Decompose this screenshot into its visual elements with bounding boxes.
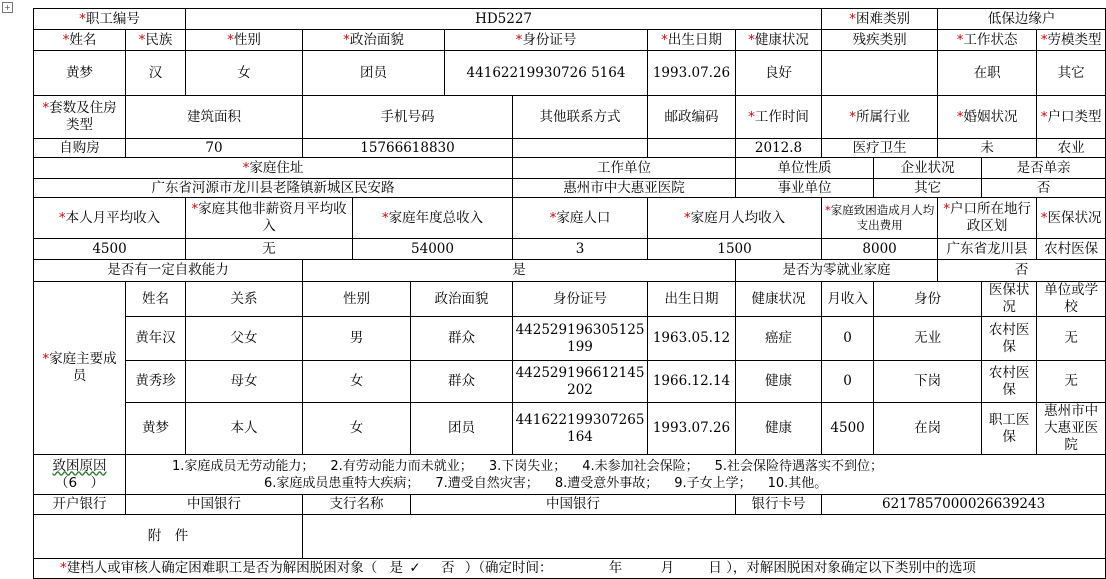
card-value[interactable]: 6217857000026639243 [822, 495, 1106, 515]
avg-income-label: *本人月平均收入 [34, 198, 186, 239]
reason-option: 1.家庭成员无劳动能力； [172, 458, 315, 474]
workplace-label: 工作单位 [513, 158, 736, 179]
annual-income-label: *家庭年度总收入 [353, 198, 513, 239]
birth-value[interactable]: 1993.07.26 [648, 51, 736, 96]
member-header-politics: 政治面貌 [411, 282, 513, 317]
member-income[interactable]: 0 [822, 317, 874, 361]
insurance-label: *医保状况 [1037, 198, 1106, 239]
zip-value[interactable] [648, 139, 736, 158]
per-capita-income-label: *家庭月人均收入 [648, 198, 822, 239]
reason-option: 4.未参加社会保险； [582, 458, 699, 474]
area-label: 建筑面积 [126, 96, 303, 139]
enterprise-value[interactable]: 其它 [874, 179, 982, 198]
table-row [34, 361, 1106, 403]
member-income[interactable]: 0 [822, 361, 874, 403]
birth-label: *出生日期 [648, 30, 736, 51]
disability-label: 残疾类别 [822, 30, 938, 51]
contact-value[interactable] [513, 139, 648, 158]
hukou-place-label: *户口所在地行政区划 [938, 198, 1037, 239]
unit-nature-value[interactable]: 事业单位 [736, 179, 874, 198]
marital-value[interactable]: 未 [938, 139, 1037, 158]
other-income-value[interactable]: 无 [186, 239, 353, 260]
member-header-insurance: 医保状况 [982, 282, 1037, 317]
workplace-value[interactable]: 惠州市中大惠亚医院 [513, 179, 736, 198]
household-size-value[interactable]: 3 [513, 239, 648, 260]
avg-income-value[interactable]: 4500 [34, 239, 186, 260]
member-header-health: 健康状况 [736, 282, 822, 317]
politics-label: *政治面貌 [303, 30, 445, 51]
relief-determination-row: *建档人或审核人确定困难职工是否为解困脱困对象（ 是 ✓ 否 ）（确定时间： 年 月 日 ），对解困脱困对象确定以下类别中的选项 [34, 559, 1106, 579]
hukou-place-value[interactable]: 广东省龙川县 [938, 239, 1037, 260]
member-health[interactable]: 健康 [736, 361, 822, 403]
member-id[interactable]: 442529196612145202 [513, 361, 648, 403]
member-workplace[interactable]: 无 [1037, 317, 1106, 361]
family-members-label: *家庭主要成员 [34, 282, 126, 455]
single-parent-label: 是否单亲 [982, 158, 1106, 179]
hardship-type-label: *困难类别 [822, 9, 938, 30]
member-header-gender: 性别 [303, 282, 411, 317]
housing-label: *套数及住房类型 [34, 96, 126, 139]
bank-label: 开户银行 [34, 495, 126, 515]
name-value[interactable]: 黄梦 [34, 51, 126, 96]
ethnic-value[interactable]: 汉 [126, 51, 186, 96]
member-relation[interactable]: 父女 [186, 317, 303, 361]
member-birth[interactable]: 1993.07.26 [648, 403, 736, 455]
bank-value[interactable]: 中国银行 [126, 495, 303, 515]
household-size-label: *家庭人口 [513, 198, 648, 239]
relief-no-option[interactable]: 否 [440, 560, 455, 576]
per-capita-income-value[interactable]: 1500 [648, 239, 822, 260]
form-table [33, 8, 1106, 579]
member-health[interactable]: 癌症 [736, 317, 822, 361]
id-number-label: *身份证号 [445, 30, 648, 51]
politics-value[interactable]: 团员 [303, 51, 445, 96]
hardship-type-value[interactable]: 低保边缘户 [938, 9, 1106, 30]
table-row [34, 403, 1106, 455]
member-insurance[interactable]: 职工医保 [982, 403, 1037, 455]
industry-value[interactable]: 医疗卫生 [822, 139, 938, 158]
member-gender[interactable]: 女 [303, 403, 411, 455]
unit-nature-label: 单位性质 [736, 158, 874, 179]
member-health[interactable]: 健康 [736, 403, 822, 455]
member-header-relation: 关系 [186, 282, 303, 317]
work-status-value[interactable]: 在职 [938, 51, 1037, 96]
single-parent-value[interactable]: 否 [982, 179, 1106, 198]
member-id[interactable]: 442529196305125199 [513, 317, 648, 361]
id-number-value[interactable]: 44162219930726 5164 [445, 51, 648, 96]
self-rescue-label: 是否有一定自救能力 [34, 260, 303, 282]
table-move-handle[interactable]: + [2, 2, 13, 13]
branch-value[interactable]: 中国银行 [411, 495, 736, 515]
member-header-income: 月收入 [822, 282, 874, 317]
card-label: 银行卡号 [736, 495, 822, 515]
zero-employment-label: 是否为零就业家庭 [736, 260, 938, 282]
member-header-status: 身份 [874, 282, 982, 317]
member-birth[interactable]: 1966.12.14 [648, 361, 736, 403]
attachment-label: 附 件 [34, 515, 303, 559]
reason-code[interactable]: （6 ） [54, 474, 105, 491]
member-politics[interactable]: 群众 [411, 361, 513, 403]
determination-time-label: ）（确定时间： [464, 560, 553, 576]
member-politics[interactable]: 团员 [411, 403, 513, 455]
gender-label: *性别 [186, 30, 303, 51]
address-label: *家庭住址 [34, 158, 513, 179]
hardship-expense-label: *家庭致困造成月人均支出费用 [822, 198, 938, 239]
attachment-area[interactable] [303, 515, 1106, 559]
member-header-birth: 出生日期 [648, 282, 736, 317]
member-relation[interactable]: 母女 [186, 361, 303, 403]
member-status[interactable]: 下岗 [874, 361, 982, 403]
member-name[interactable]: 黄梦 [126, 403, 186, 455]
industry-label: *所属行业 [822, 96, 938, 139]
area-value[interactable]: 70 [126, 139, 303, 158]
member-birth[interactable]: 1963.05.12 [648, 317, 736, 361]
member-header-name: 姓名 [126, 282, 186, 317]
annual-income-value[interactable]: 54000 [353, 239, 513, 260]
member-gender[interactable]: 男 [303, 317, 411, 361]
member-id[interactable]: 441622199307265164 [513, 403, 648, 455]
insurance-value[interactable]: 农村医保 [1037, 239, 1106, 260]
hardship-expense-value[interactable]: 8000 [822, 239, 938, 260]
member-gender[interactable]: 女 [303, 361, 411, 403]
model-type-label: *劳模类型 [1037, 30, 1106, 51]
year-label: 年 [608, 560, 623, 576]
relief-question: 建档人或审核人确定困难职工是否为解困脱困对象（ [66, 560, 378, 576]
housing-value[interactable]: 自购房 [34, 139, 126, 158]
reason-label-text: 致困原因 [52, 457, 107, 474]
member-name[interactable]: 黄年汉 [126, 317, 186, 361]
hukou-type-value[interactable]: 农业 [1037, 139, 1106, 158]
member-income[interactable]: 4500 [822, 403, 874, 455]
emp-id-label: *职工编号 [34, 9, 186, 30]
member-status[interactable]: 在岗 [874, 403, 982, 455]
worker-form [33, 8, 1102, 579]
other-income-label: *家庭其他非薪资月平均收入 [186, 198, 353, 239]
table-row [34, 317, 1106, 361]
hukou-type-label: *户口类型 [1037, 96, 1106, 139]
reason-option: 8.遭受意外事故； [554, 475, 659, 491]
work-status-label: *工作状态 [938, 30, 1037, 51]
member-status[interactable]: 无业 [874, 317, 982, 361]
reason-option: 5.社会保险待遇落实不到位； [714, 458, 884, 474]
member-header-workplace: 单位或学校 [1037, 282, 1106, 317]
enterprise-label: 企业状况 [874, 158, 982, 179]
member-insurance[interactable]: 农村医保 [982, 317, 1037, 361]
member-name[interactable]: 黄秀珍 [126, 361, 186, 403]
hardship-reason-label [34, 455, 126, 495]
reason-option: 7.遭受自然灾害； [435, 475, 539, 491]
branch-label: 支行名称 [303, 495, 411, 515]
model-type-value[interactable]: 其它 [1037, 51, 1106, 96]
member-workplace[interactable]: 无 [1037, 361, 1106, 403]
address-value[interactable]: 广东省河源市龙川县老隆镇新城区民安路 [34, 179, 513, 198]
checkmark-icon: ✓ [409, 560, 421, 576]
relief-yes-option[interactable]: 是 [389, 560, 404, 576]
health-label: *健康状况 [736, 30, 822, 51]
reason-option: 9.子女上学； [674, 475, 752, 491]
zero-employment-value[interactable]: 否 [938, 260, 1106, 282]
contact-label: 其他联系方式 [513, 96, 648, 139]
hardship-reason-options [126, 455, 1106, 495]
reason-option: 6.家庭成员患重特大疾病； [264, 475, 420, 491]
work-time-label: *工作时间 [736, 96, 822, 139]
ethnic-label: *民族 [126, 30, 186, 51]
month-label: 月 [660, 560, 675, 576]
gender-value[interactable]: 女 [186, 51, 303, 96]
marital-label: *婚姻状况 [938, 96, 1037, 139]
member-workplace[interactable]: 惠州市中大惠亚医院 [1037, 403, 1106, 455]
work-time-value[interactable]: 2012.8 [736, 139, 822, 158]
member-header-id: 身份证号 [513, 282, 648, 317]
phone-label: 手机号码 [303, 96, 513, 139]
member-politics[interactable]: 群众 [411, 317, 513, 361]
emp-id-value[interactable]: HD5227 [186, 9, 822, 30]
health-value[interactable]: 良好 [736, 51, 822, 96]
relief-category-note: ），对解困脱困对象确定以下类别中的选项 [726, 560, 976, 576]
reason-option: 10.其他。 [767, 475, 828, 491]
self-rescue-value[interactable]: 是 [303, 260, 736, 282]
disability-value[interactable] [822, 51, 938, 96]
day-label: 日 [708, 560, 722, 576]
reason-option: 2.有劳动能力而未就业； [330, 458, 473, 474]
member-insurance[interactable]: 农村医保 [982, 361, 1037, 403]
name-label: *姓名 [34, 30, 126, 51]
phone-value[interactable]: 15766618830 [303, 139, 513, 158]
reason-option: 3.下岗失业； [488, 458, 567, 474]
zip-label: 邮政编码 [648, 96, 736, 139]
member-relation[interactable]: 本人 [186, 403, 303, 455]
